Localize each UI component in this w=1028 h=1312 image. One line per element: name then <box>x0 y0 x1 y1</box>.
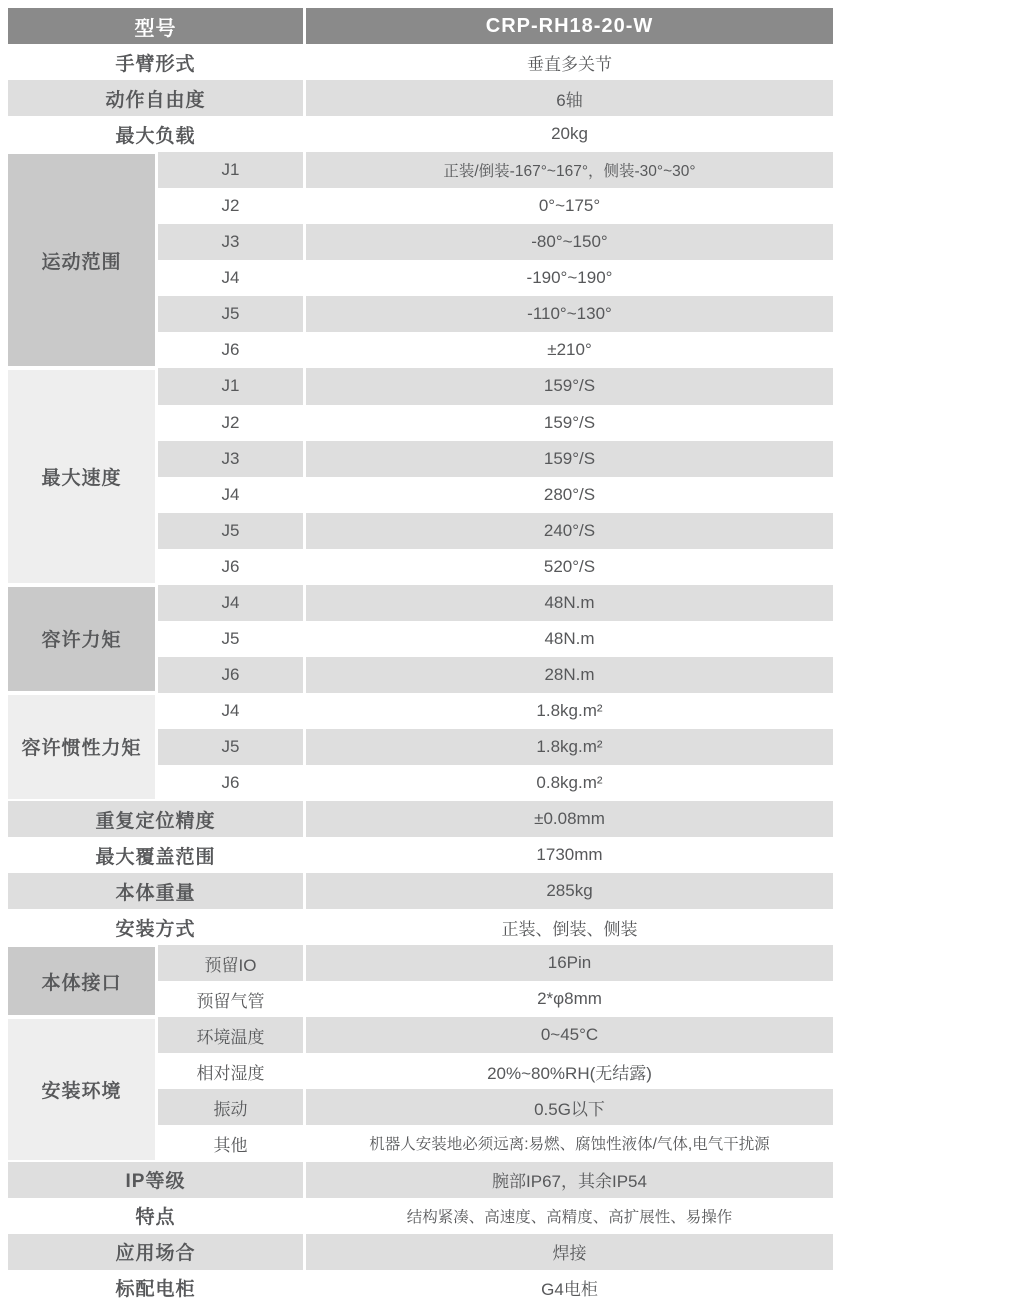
row-value: 正装/倒装-167°~167°，侧装-30°~30° <box>306 152 833 188</box>
group-label: 运动范围 <box>8 152 155 368</box>
row-label: 特点 <box>135 1207 176 1229</box>
joint-label: J6 <box>158 657 303 693</box>
row-value: 腕部IP67，其余IP54 <box>306 1162 833 1198</box>
row-label: 手臂形式 <box>115 53 196 75</box>
row-value: 结构紧凑、高速度、高精度、高扩展性、易操作 <box>406 1208 733 1226</box>
joint-label: J4 <box>221 700 240 720</box>
row-value: 0°~175° <box>538 196 601 216</box>
row-value: 垂直多关节 <box>527 54 612 74</box>
row-label: 最大负载 <box>115 125 196 147</box>
row-value: 520°/S <box>543 556 596 576</box>
joint-label: J6 <box>221 556 240 576</box>
model-header-label: 型号 <box>8 8 303 44</box>
row-value: 2*φ8mm <box>537 989 602 1009</box>
joint-label: J5 <box>221 628 240 648</box>
row-value: 20%~80%RH(无结露) <box>487 1063 652 1083</box>
row-value: 159°/S <box>306 441 833 477</box>
row-value: 16Pin <box>306 945 833 981</box>
joint-label: J4 <box>221 268 240 288</box>
row-value: ±0.08mm <box>306 801 833 837</box>
row-value: 48N.m <box>544 628 595 648</box>
row-value: 159°/S <box>306 368 833 404</box>
row-value: G4电柜 <box>541 1280 598 1300</box>
row-value: -80°~150° <box>306 224 833 260</box>
row-value: 0.8kg.m² <box>536 773 603 792</box>
spec-table <box>8 8 833 1306</box>
row-value: 285kg <box>306 873 833 909</box>
row-value: 0.5G以下 <box>306 1089 833 1125</box>
row-value: 焊接 <box>306 1234 833 1270</box>
row-value: 机器人安装地必须远离:易燃、腐蚀性液体/气体,电气干扰源 <box>369 1136 770 1154</box>
group-label: 容许力矩 <box>8 585 155 693</box>
joint-label: J4 <box>158 585 303 621</box>
row-value: 6轴 <box>306 80 833 116</box>
row-value: 240°/S <box>306 513 833 549</box>
joint-label: J5 <box>158 513 303 549</box>
joint-label: J1 <box>158 368 303 404</box>
row-value: 20kg <box>551 124 588 144</box>
row-value: 0~45°C <box>306 1017 833 1053</box>
joint-label: J5 <box>158 296 303 332</box>
group-label: 容许惯性力矩 <box>8 693 155 801</box>
group-label: 本体接口 <box>8 945 155 1017</box>
row-value: 159°/S <box>543 412 596 432</box>
row-value: 280°/S <box>543 484 596 504</box>
joint-label: J6 <box>221 340 240 360</box>
joint-label: 其他 <box>213 1135 248 1155</box>
joint-label: J1 <box>158 152 303 188</box>
joint-label: 相对湿度 <box>196 1063 265 1083</box>
row-label: 动作自由度 <box>8 80 303 116</box>
row-value: -190°~190° <box>526 268 613 288</box>
joint-label: J2 <box>221 412 240 432</box>
joint-label: J4 <box>221 484 240 504</box>
joint-label: J2 <box>221 196 240 216</box>
row-value: 48N.m <box>306 585 833 621</box>
joint-label: J3 <box>158 224 303 260</box>
row-value: -110°~130° <box>306 296 833 332</box>
row-value: 1.8kg.m² <box>536 700 603 720</box>
group-label: 最大速度 <box>8 368 155 584</box>
row-value: 1730mm <box>536 845 603 865</box>
joint-label: 预留气管 <box>196 991 265 1011</box>
row-value: 28N.m <box>306 657 833 693</box>
row-label: 重复定位精度 <box>8 801 303 837</box>
group-label: 安装环境 <box>8 1017 155 1161</box>
row-label: 应用场合 <box>8 1234 303 1270</box>
row-value: 1.8kg.m² <box>306 729 833 765</box>
joint-label: 环境温度 <box>158 1017 303 1053</box>
joint-label: J6 <box>221 773 240 792</box>
joint-label: 预留IO <box>158 945 303 981</box>
model-header-value: CRP-RH18-20-W <box>306 8 833 44</box>
row-label: 标配电柜 <box>115 1279 196 1301</box>
row-label: 最大覆盖范围 <box>95 846 216 868</box>
joint-label: 振动 <box>158 1089 303 1125</box>
row-label: IP等级 <box>8 1162 303 1198</box>
joint-label: J5 <box>158 729 303 765</box>
row-label: 本体重量 <box>8 873 303 909</box>
row-value: ±210° <box>547 340 592 360</box>
row-value: 正装、倒装、侧装 <box>501 919 638 939</box>
joint-label: J3 <box>158 441 303 477</box>
row-label: 安装方式 <box>115 918 196 940</box>
